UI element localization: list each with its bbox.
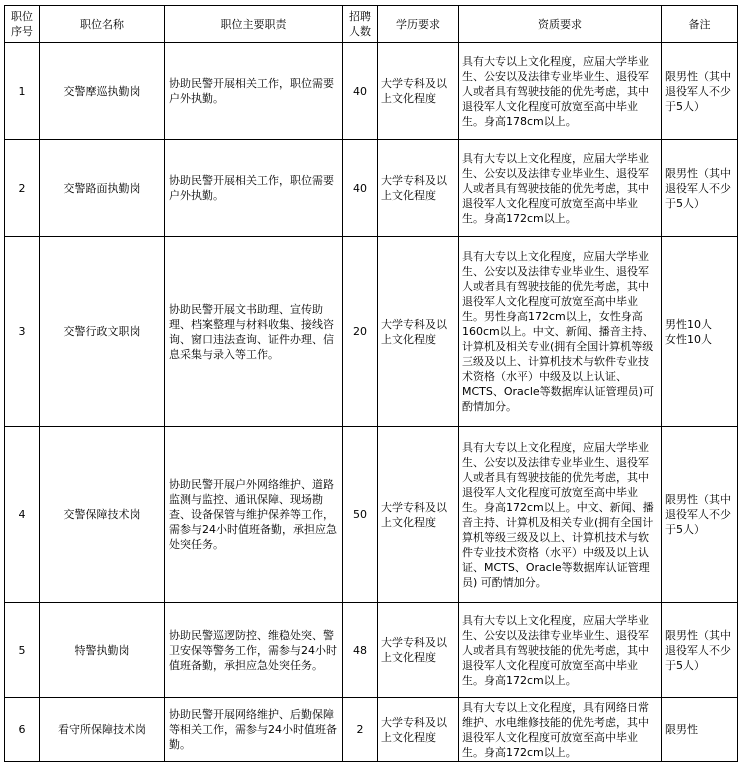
cell-seq: 6 [5,698,40,762]
cell-duty: 协助民警开展网络维护、后勤保障等相关工作，需参与24小时值班备勤。 [165,698,343,762]
table-row [5,140,738,237]
cell-education: 大学专科及以上文化程度 [378,237,459,427]
cell-name: 交警行政文职岗 [40,237,165,427]
table-row [5,427,738,603]
header-name: 职位名称 [40,6,165,43]
cell-education: 大学专科及以上文化程度 [378,427,459,603]
header-count: 招聘 人数 [343,6,378,43]
cell-note: 限男性（其中退役军人不少于5人） [662,43,738,140]
cell-qualification: 具有大专以上文化程度，应届大学毕业生、公安以及法律专业毕业生、退役军人或者具有驾驶技能的优先考虑，其中退役军人文化程度可放宽至高中毕业生。男性身高172cm以上，女性身高160cm以上。中文、新闻、播音主持、计算机及相关专业(拥有全国计算机等级三级及以上、计算机技术与软件专业技术资格（水平）中级及以上认证、MCTS、Oracle等数据库认证管理员)可酌情加分。 [459,237,662,427]
recruitment-table [4,5,738,762]
cell-duty: 协助民警开展相关工作，职位需要户外执勤。 [165,43,343,140]
cell-count: 40 [343,43,378,140]
cell-name: 特警执勤岗 [40,603,165,698]
cell-count: 40 [343,140,378,237]
header-duty: 职位主要职责 [165,6,343,43]
cell-education: 大学专科及以上文化程度 [378,140,459,237]
table-row [5,698,738,762]
cell-education: 大学专科及以上文化程度 [378,698,459,762]
cell-note: 限男性（其中退役军人不少于5人） [662,140,738,237]
table-row [5,603,738,698]
header-qualification: 资质要求 [459,6,662,43]
cell-note: 限男性 [662,698,738,762]
cell-qualification: 具有大专以上文化程度，应届大学毕业生、公安以及法律专业毕业生、退役军人或者具有驾驶技能的优先考虑，其中退役军人文化程度可放宽至高中毕业生。身高178cm以上。 [459,43,662,140]
table-row [5,43,738,140]
cell-qualification: 具有大专以上文化程度，具有网络日常维护、水电维修技能的优先考虑，其中退役军人文化程度可放宽至高中毕业生。身高172cm以上。 [459,698,662,762]
cell-duty: 协助民警开展文书助理、宣传助理、档案整理与材料收集、接线咨询、窗口违法查询、证件办理、信息采集与录入等工作。 [165,237,343,427]
cell-duty: 协助民警开展相关工作，职位需要户外执勤。 [165,140,343,237]
cell-education: 大学专科及以上文化程度 [378,43,459,140]
cell-education: 大学专科及以上文化程度 [378,603,459,698]
cell-name: 交警路面执勤岗 [40,140,165,237]
cell-count: 48 [343,603,378,698]
cell-count: 50 [343,427,378,603]
cell-duty: 协助民警开展户外网络维护、道路监测与监控、通讯保障、现场勘查、设备保管与维护保养等工作，需参与24小时值班备勤，承担应急处突任务。 [165,427,343,603]
cell-seq: 2 [5,140,40,237]
cell-qualification: 具有大专以上文化程度，应届大学毕业生、公安以及法律专业毕业生、退役军人或者具有驾驶技能的优先考虑，其中退役军人文化程度可放宽至高中毕业生。身高172cm以上。中文、新闻、播音主持、计算机及相关专业(拥有全国计算机等级三级及以上、计算机技术与软件专业技术资格（水平）中级及以上认证、MCTS、Oracle等数据库认证管理员) 可酌情加分。 [459,427,662,603]
header-row [5,6,738,43]
header-note: 备注 [662,6,738,43]
cell-count: 2 [343,698,378,762]
cell-note: 限男性（其中退役军人不少于5人） [662,603,738,698]
header-seq: 职位 序号 [5,6,40,43]
cell-seq: 3 [5,237,40,427]
cell-qualification: 具有大专以上文化程度，应届大学毕业生、公安以及法律专业毕业生、退役军人或者具有驾驶技能的优先考虑，其中退役军人文化程度可放宽至高中毕业生。身高172cm以上。 [459,140,662,237]
cell-seq: 1 [5,43,40,140]
cell-note: 限男性（其中退役军人不少于5人） [662,427,738,603]
cell-name: 交警保障技术岗 [40,427,165,603]
cell-seq: 4 [5,427,40,603]
cell-seq: 5 [5,603,40,698]
cell-name: 看守所保障技术岗 [40,698,165,762]
header-education: 学历要求 [378,6,459,43]
cell-duty: 协助民警巡逻防控、维稳处突、警卫安保等警务工作，需参与24小时值班备勤，承担应急处突任务。 [165,603,343,698]
cell-count: 20 [343,237,378,427]
table-row [5,237,738,427]
cell-name: 交警摩巡执勤岗 [40,43,165,140]
cell-note: 男性10人 女性10人 [662,237,738,427]
cell-qualification: 具有大专以上文化程度，应届大学毕业生、公安以及法律专业毕业生、退役军人或者具有驾驶技能的优先考虑，其中退役军人文化程度可放宽至高中毕业生。身高172cm以上。 [459,603,662,698]
